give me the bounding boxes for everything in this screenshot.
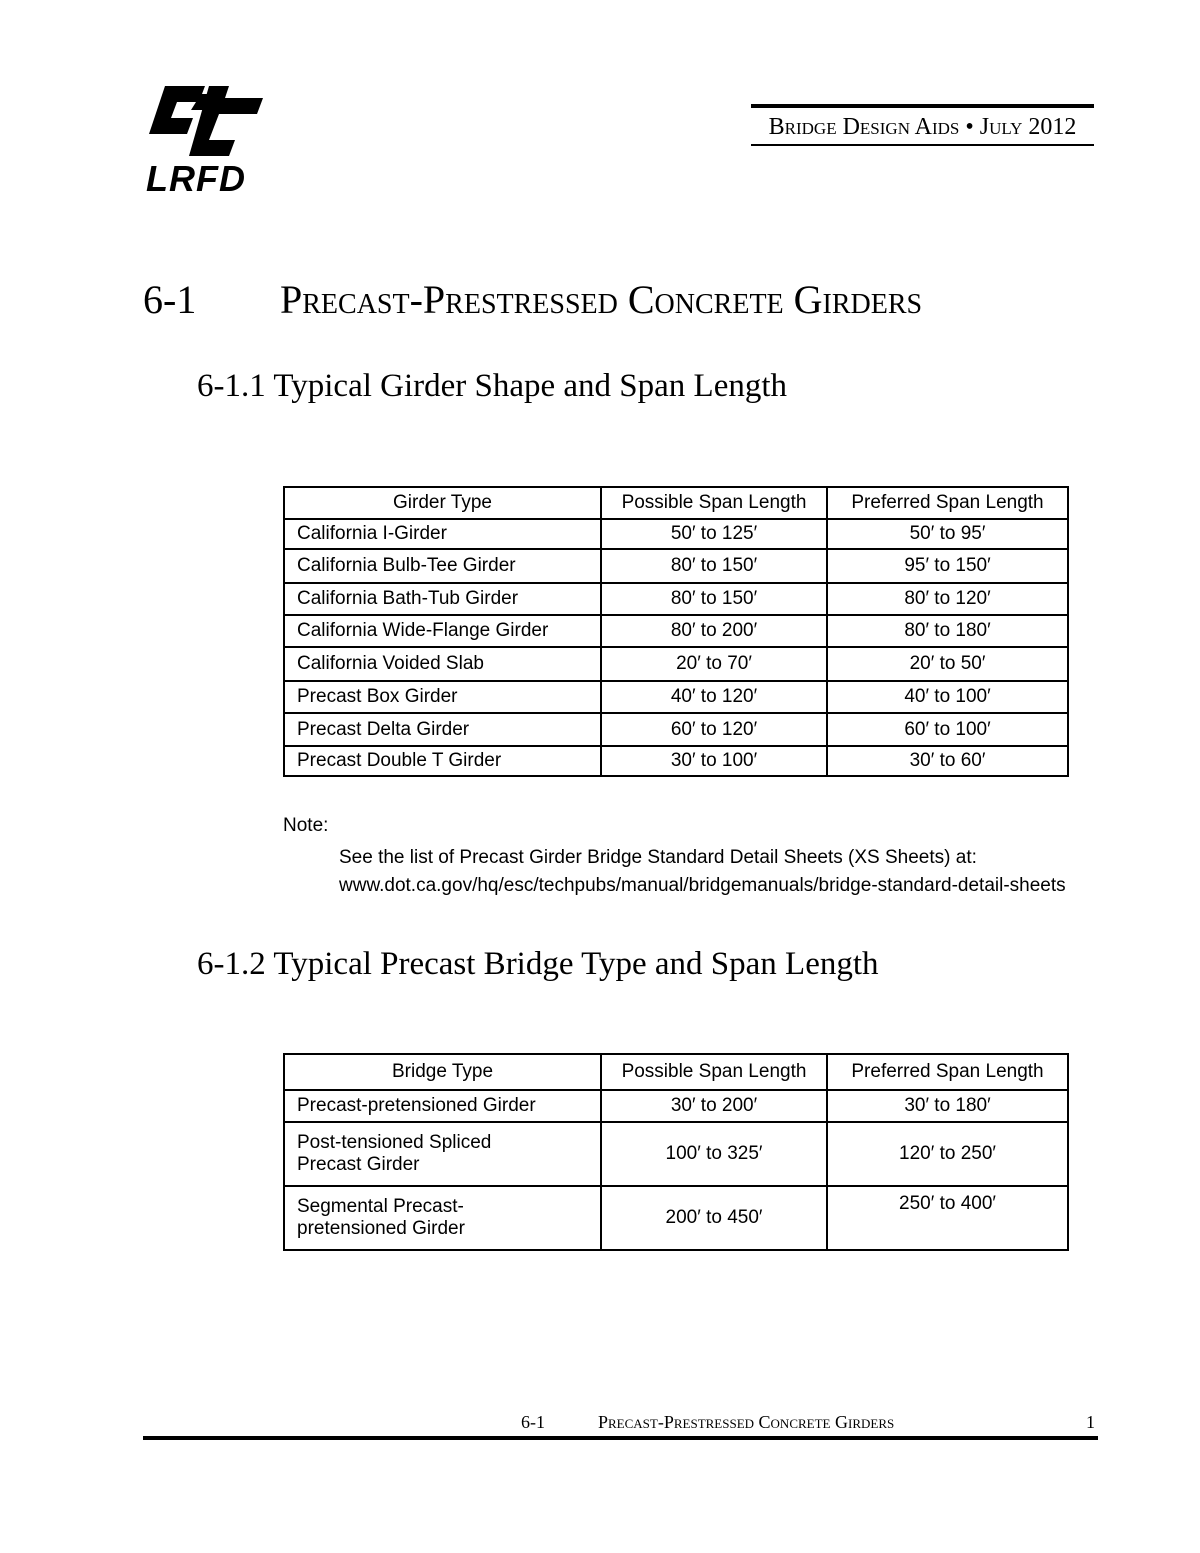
table-cell — [284, 1122, 601, 1186]
table-cell-line: Precast Girder — [297, 1154, 420, 1175]
document-header — [751, 104, 1094, 146]
table-cell — [284, 1186, 601, 1250]
section-number: 6-1.1 — [197, 368, 266, 404]
table-row — [284, 1122, 1068, 1186]
table-row — [284, 1090, 1068, 1122]
table-row — [284, 519, 1068, 549]
table-row — [284, 746, 1068, 776]
footer-rule — [143, 1436, 1098, 1440]
note-text: See the list of Precast Girder Bridge Standard Detail Sheets (XS Sheets) at: — [339, 847, 977, 868]
table-cell: Precast Delta Girder — [284, 713, 601, 746]
table-header-cell: Possible Span Length — [601, 1054, 827, 1090]
table-header-cell: Bridge Type — [284, 1054, 601, 1090]
chapter-title: Precast-Prestressed Concrete Girders — [280, 277, 923, 322]
table-row — [284, 647, 1068, 681]
table-cell: 30′ to 60′ — [827, 746, 1068, 776]
section-heading-1 — [197, 368, 787, 405]
section-number: 6-1.2 — [197, 946, 266, 982]
table-cell: 95′ to 150′ — [827, 549, 1068, 583]
section-title: Typical Girder Shape and Span Length — [273, 368, 788, 404]
table-cell: 50′ to 125′ — [601, 519, 827, 549]
table-cell: 80′ to 150′ — [601, 549, 827, 583]
table-cell-line: Post-tensioned Spliced — [297, 1132, 492, 1153]
table-row — [284, 615, 1068, 647]
table-cell: 30′ to 100′ — [601, 746, 827, 776]
table-row — [284, 681, 1068, 713]
table-header-cell: Preferred Span Length — [827, 1054, 1068, 1090]
table-cell: 60′ to 120′ — [601, 713, 827, 746]
table-cell: California Bulb-Tee Girder — [284, 549, 601, 583]
table-cell: 20′ to 70′ — [601, 647, 827, 681]
table-cell: 20′ to 50′ — [827, 647, 1068, 681]
section-heading-2 — [197, 946, 879, 983]
table-row — [284, 583, 1068, 615]
table-cell: 60′ to 100′ — [827, 713, 1068, 746]
table-cell: 120′ to 250′ — [827, 1122, 1068, 1186]
table-row — [284, 549, 1068, 583]
chapter-heading — [143, 276, 922, 323]
table-cell: 80′ to 200′ — [601, 615, 827, 647]
table-cell: 80′ to 180′ — [827, 615, 1068, 647]
table-header-cell: Possible Span Length — [601, 487, 827, 519]
page-number: 1 — [1086, 1412, 1095, 1432]
table-cell: 200′ to 450′ — [601, 1186, 827, 1250]
chapter-number: 6-1 — [143, 277, 197, 322]
table-row — [284, 1186, 1068, 1250]
table-cell: Precast-pretensioned Girder — [284, 1090, 601, 1122]
table-header-row — [284, 487, 1068, 519]
header-title: Bridge Design Aids • July 2012 — [768, 114, 1077, 140]
note-label: Note: — [283, 815, 329, 836]
table-cell: California Voided Slab — [284, 647, 601, 681]
table-cell: 50′ to 95′ — [827, 519, 1068, 549]
table-cell: Precast Double T Girder — [284, 746, 601, 776]
table-cell: California I-Girder — [284, 519, 601, 549]
note-url: www.dot.ca.gov/hq/esc/techpubs/manual/bridgemanuals/bridge-standard-detail-sheets — [339, 875, 1066, 896]
table-row — [284, 713, 1068, 746]
bridge-span-table — [283, 1053, 1069, 1251]
table-cell: 80′ to 120′ — [827, 583, 1068, 615]
table-cell-line: pretensioned Girder — [297, 1218, 465, 1239]
table-cell: 30′ to 180′ — [827, 1090, 1068, 1122]
section-title: Typical Precast Bridge Type and Span Length — [273, 946, 879, 982]
lrfd-logo-text: LRFD — [146, 158, 246, 199]
table-cell: 80′ to 150′ — [601, 583, 827, 615]
table-header-cell: Girder Type — [284, 487, 601, 519]
table-cell-line: Segmental Precast- — [297, 1196, 464, 1217]
table-header-cell: Preferred Span Length — [827, 487, 1068, 519]
table-cell: 30′ to 200′ — [601, 1090, 827, 1122]
table-header-row — [284, 1054, 1068, 1090]
table-cell: California Bath-Tub Girder — [284, 583, 601, 615]
table-cell: 250′ to 400′ — [827, 1186, 1068, 1250]
table-cell: 100′ to 325′ — [601, 1122, 827, 1186]
table-cell: Precast Box Girder — [284, 681, 601, 713]
footer-chapter-title: Precast-Prestressed Concrete Girders — [598, 1412, 895, 1432]
girder-span-table — [283, 486, 1069, 777]
table-cell: California Wide-Flange Girder — [284, 615, 601, 647]
table-cell: 40′ to 100′ — [827, 681, 1068, 713]
table-cell: 40′ to 120′ — [601, 681, 827, 713]
footer-chapter-number: 6-1 — [521, 1412, 545, 1432]
